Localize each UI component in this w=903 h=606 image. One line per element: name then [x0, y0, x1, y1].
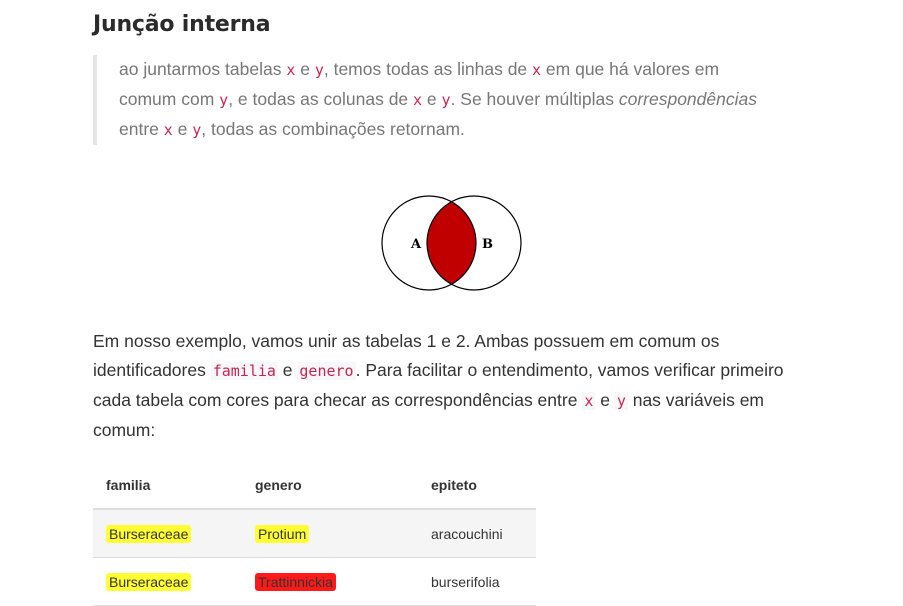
blockquote: ao juntarmos tabelas x e y, temos todas as linhas de x em que há valores em comum com y, e todas as colunas de x e y. Se houver múltiplas correspondências entre x e y, todas as combinações retornam.	[93, 55, 759, 145]
code-y: y	[314, 61, 324, 79]
data-table	[93, 462, 536, 606]
body-paragraph: Em nosso exemplo, vamos unir as tabelas 1 e 2. Ambas possuem em comum os identificadores familia e genero . Para facilitar o entendimento, vamos verificar primeiro cada tabela com cores para checar as correspondências entre x e y nas variáveis em comum:	[93, 331, 784, 440]
code-y: y	[192, 121, 202, 139]
table-header-row	[93, 462, 536, 509]
header-epiteto: epiteto	[418, 462, 536, 509]
header-familia: familia	[93, 462, 242, 509]
venn-diagram	[380, 193, 526, 295]
highlight-yellow: Burseraceae	[106, 573, 191, 591]
cell-epiteto: burserifolia	[418, 558, 536, 606]
code-familia: familia	[212, 362, 276, 380]
highlight-red: Trattinnickia	[255, 573, 336, 591]
label-a: A	[411, 237, 422, 252]
code-x: x	[286, 61, 296, 79]
cell-familia	[93, 558, 242, 606]
header-genero: genero	[242, 462, 418, 509]
code-x: x	[584, 392, 594, 410]
cell-genero	[242, 558, 418, 606]
cell-epiteto: aracouchini	[418, 509, 536, 558]
emphasis-text: correspondências	[618, 89, 757, 109]
highlight-yellow: Protium	[255, 525, 309, 543]
code-y: y	[616, 392, 626, 410]
label-b: B	[482, 237, 493, 252]
code-x: x	[413, 91, 423, 109]
section-heading: Junção interna	[93, 12, 271, 37]
table-row	[93, 509, 536, 558]
code-x: x	[163, 121, 173, 139]
cell-familia	[93, 509, 242, 558]
cell-genero	[242, 509, 418, 558]
code-y: y	[441, 91, 451, 109]
highlight-yellow: Burseraceae	[106, 525, 191, 543]
code-y: y	[219, 91, 229, 109]
code-genero: genero	[299, 362, 354, 380]
code-x: x	[532, 61, 542, 79]
table-row	[93, 558, 536, 606]
